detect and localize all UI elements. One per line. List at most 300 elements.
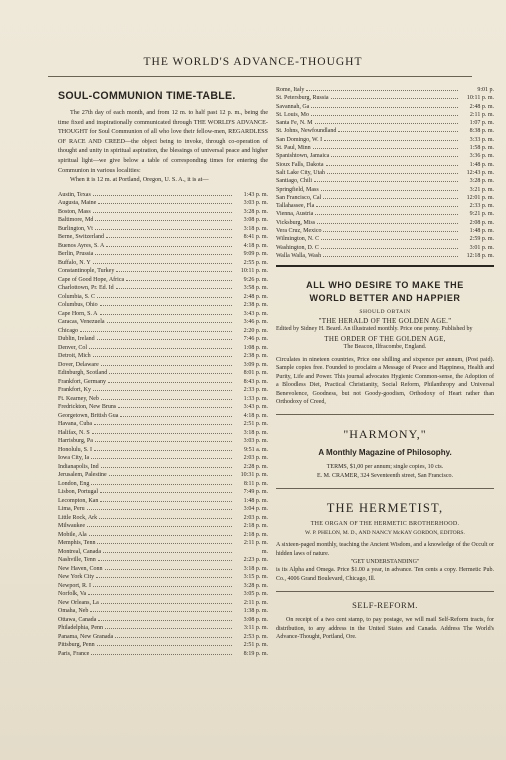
city-name: Edinburgh, Scotland [58,370,108,377]
local-time: 2:11 p. m. [469,111,494,118]
left-column [58,86,268,658]
time-table-row [58,522,268,531]
city-name: San Domingo, W. I [276,136,323,143]
time-table-row [276,235,494,243]
local-time: 8:01 p. m. [243,370,268,377]
local-time: 9:51 a. m. [244,446,268,453]
local-time: 3:28 p. m. [243,208,268,215]
dot-leader [116,288,232,289]
local-time: 3:01 p. m. [469,244,494,251]
header-rule [48,76,472,77]
dot-leader [321,190,458,191]
time-table-row [276,169,494,177]
city-name: Chicago [58,327,78,334]
local-time: 3:28 p. m. [243,582,268,589]
dot-leader [97,297,232,298]
local-time: 1:38 p. m. [243,608,268,615]
time-table-row [58,335,268,344]
dot-leader [93,195,232,196]
local-time: 2:03 p. m. [243,514,268,521]
harmony-publisher: E. M. CRAMER, 324 Seventeenth street, San Francisco. [317,472,453,479]
time-table-row [58,352,268,361]
right-column [276,86,494,641]
time-table-row [58,369,268,378]
city-name: Havana, Cuba [58,421,92,428]
city-name: Berlin, Prussia [58,251,94,258]
local-time: 3:28 p. m. [469,178,494,185]
city-name: Cape of Good Hope, Africa [58,276,125,283]
dot-leader [106,246,232,247]
dot-leader [311,115,458,116]
city-name: Nashville, Tenn [58,557,96,564]
local-time: 12:01 p. m. [466,194,494,201]
time-table-row [58,488,268,497]
city-name: Norfolk, Va [58,591,87,598]
time-table-row [58,259,268,268]
dot-leader [97,543,232,544]
time-table-row [276,194,494,202]
page-header: THE WORLD'S ADVANCE-THOUGHT [143,56,363,68]
time-table-row [58,471,268,480]
city-name: Sioux Falls, Dakota [276,161,324,168]
city-name: Savannah, Ga [276,103,310,110]
dot-leader [100,492,232,493]
time-table-row [58,565,268,574]
local-time: 2:08 p. m. [469,219,494,226]
city-name: Lima, Peru [58,506,85,513]
dot-leader [109,373,232,374]
local-time: 1:48 p. m. [469,228,494,235]
time-table-row [276,127,494,135]
time-table-row [276,136,494,144]
dot-leader [101,365,232,366]
dot-leader [120,416,232,417]
time-table-row [58,624,268,633]
city-name: Ft. Kearney, Neb [58,395,99,402]
city-name: Denver, Col [58,344,88,351]
local-time: 3:18 p. m. [243,429,268,436]
local-time: 2:38 p. m. [243,353,268,360]
time-table-row [58,395,268,404]
dot-leader [93,586,232,587]
city-name: Paris, France [58,650,90,657]
time-table-row [58,590,268,599]
dot-leader [315,123,459,124]
dot-leader [321,248,458,249]
dot-leader [115,637,232,638]
dot-leader [126,280,232,281]
local-time: 9:09 p. m. [243,251,268,258]
dot-leader [98,203,232,204]
dot-leader [99,518,232,519]
city-name: Wilmington, N. C [276,236,320,243]
time-table-row [58,463,268,472]
dot-leader [109,475,232,476]
dot-leader [91,484,232,485]
city-name: Vienna, Austria [276,211,314,218]
local-time: 3:09 p. m. [243,361,268,368]
city-name: Detroit, Mich [58,353,91,360]
local-time: 9:21 p. m. [469,211,494,218]
time-table-row [58,250,268,259]
city-name: Little Rock, Ark [58,514,98,521]
dot-leader [311,107,458,108]
city-name: Jerusalem, Palestine [58,472,107,479]
time-table-row [58,386,268,395]
local-time: 1:43 p. m. [243,191,268,198]
time-table-row [276,152,494,160]
self-reform-body: On receipt of a two cent stamp, to pay postage, we will mail Self-Reform tracts, for distribution, to any address in the United States and Canada. Address The World's Advance-Thought, Portland, Ore. [276,617,494,640]
local-time: 2:03 p. m. [243,455,268,462]
harmony-subtitle: A Monthly Magazine of Philosophy. [318,448,452,458]
dot-leader [106,237,232,238]
intro-portland: When it is 12 m. at Portland, Oregon, U. S. A., it is at— [70,176,209,184]
harmony-advertisement [276,415,494,480]
city-name: Buenos Ayres, S. A [58,242,105,249]
dot-leader [105,569,233,570]
city-name: St. Paul, Minn [276,145,311,152]
dot-leader [101,467,232,468]
dot-leader [88,594,232,595]
dot-leader [118,407,232,408]
dot-leader [323,231,458,232]
local-time: 2:33 p. m. [469,203,494,210]
city-name: Rome, Italy [276,87,305,93]
dot-leader [313,148,458,149]
time-table-row [58,497,268,506]
time-table-row [58,361,268,370]
local-time: 3:11 p. m. [243,625,268,632]
time-table-row [58,437,268,446]
local-time: 1:08 p. m. [243,344,268,351]
herald-obtain: SHOULD OBTAIN [359,309,411,316]
dot-leader [96,577,232,578]
local-time: 12:43 p. m. [466,169,494,176]
city-name: Santa Fe, N. M [276,120,313,127]
dot-leader [95,229,232,230]
harmony-title: "HARMONY," [343,427,427,442]
dot-leader [90,611,232,612]
dot-leader [103,552,232,553]
local-time: 12:18 p. m. [466,252,494,259]
time-table-row [276,210,494,218]
time-table-row [58,599,268,608]
city-name: Baltimore, Md [58,217,94,224]
local-time: 2:18 p. m. [243,523,268,530]
local-time: 2:51 p. m. [243,421,268,428]
city-name: Tallahassee, Fla [276,203,315,210]
dot-leader [315,214,458,215]
time-table-row [276,177,494,185]
time-table-row [58,480,268,489]
dot-leader [97,645,232,646]
city-name: Mobile, Ala [58,531,87,538]
local-time: 3:58 p. m. [243,285,268,292]
time-table-row [276,202,494,210]
city-name: Springfield, Mass [276,186,319,193]
local-time: 2:28 p. m. [243,463,268,470]
local-time: 3:08 p. m. [243,217,268,224]
local-time: 4:18 p. m. [243,412,268,419]
local-time: 2:38 p. m. [243,302,268,309]
intro-paragraph: The 27th day of each month, and from 12 m. to half past 12 p. m., being the time fixed and inspirationally communicated through THE WORLD'S ADVANCE-THOUGHT for Soul Communion of all who love their fellow-men, REGARDLESS OF RACE AND CREED—the object being to invoke, through co-operation of thought and unity in spiritual aspiration, the blessings of universal peace and higher spiritual light—we give below a table of corresponding times for entering the Communion in various localities: [58,109,268,174]
hermetist-title: THE HERMETIST, [326,501,444,516]
self-reform-title: SELF-REFORM. [352,600,418,611]
time-table-title: SOUL-COMMUNION TIME-TABLE. [58,90,236,102]
local-time: m. [261,548,268,555]
dot-leader [91,654,232,655]
dot-leader [93,356,232,357]
local-time: 3:15 p. m. [243,574,268,581]
dot-leader [89,535,232,536]
city-name: Georgetown, British Gua [58,412,119,419]
dot-leader [80,331,232,332]
local-time: 1:07 p. m. [469,120,494,127]
dot-leader [92,433,232,434]
dot-leader [100,314,233,315]
dot-leader [323,256,458,257]
dot-leader [116,271,232,272]
time-table-row [58,318,268,327]
city-name: New Haven, Conn [58,565,103,572]
local-time: 2:48 p. m. [469,103,494,110]
local-time: 2:59 p. m. [469,236,494,243]
local-time: 4:18 p. m. [243,242,268,249]
local-time: 9:01 p. [477,87,494,93]
city-name: Washington, D. C [276,244,319,251]
time-table-row [58,429,268,438]
city-name: Panama, New Granada [58,633,114,640]
local-time: 10:11 p. m. [240,268,268,275]
city-name: Frankfort, Ky [58,387,91,394]
time-table-row [58,531,268,540]
time-table-row [58,607,268,616]
local-time: 1:48 p. m. [469,161,494,168]
city-name: Milwaukee [58,523,85,530]
time-table-row [58,191,268,200]
time-table-row [58,539,268,548]
dot-leader [100,501,232,502]
time-table-row [276,111,494,119]
local-time: 8:38 p. m. [469,128,494,135]
local-time: 8:41 p. m. [243,234,268,241]
city-name: Ottawa, Canada [58,616,97,623]
city-name: Philadelphia, Penn [58,625,103,632]
time-table-row [58,412,268,421]
time-table-right [276,86,494,260]
local-time: 2:53 p. m. [243,633,268,640]
herald-name: "THE HERALD OF THE GOLDEN AGE." [318,317,452,326]
time-table-row [58,208,268,217]
dot-leader [101,399,232,400]
time-table-row [276,86,494,94]
hermetist-organ: THE ORGAN OF THE HERMETIC BROTHERHOOD. [310,521,460,528]
city-name: St. Petersburg, Russia [276,95,329,102]
dot-leader [98,560,232,561]
dot-leader [108,382,232,383]
city-name: Columbia, S. C [58,293,96,300]
time-table-row [276,252,494,260]
local-time: 3:05 p. m. [243,591,268,598]
hermetist-motto: "GET UNDERSTANDING" [350,558,420,565]
time-table-row [58,548,268,557]
time-table-row [58,505,268,514]
time-table-row [58,276,268,285]
city-name: Omaha, Neb [58,608,89,615]
time-table-row [276,244,494,252]
local-time: 3:03 p. m. [243,438,268,445]
local-time: 7:46 p. m. [243,336,268,343]
local-time: 2:11 p. m. [243,540,268,547]
city-name: New York City [58,574,95,581]
time-table-row [276,161,494,169]
city-name: Spanishtown, Jamaica [276,153,330,160]
local-time: 2:51 p. m. [243,642,268,649]
city-name: Cape Horn, S. A [58,310,98,317]
city-name: Newport, R. I [58,582,91,589]
time-table-row [58,616,268,625]
dot-leader [87,526,232,527]
city-name: Frankfort, Germany [58,378,106,385]
city-name: St. Louis, Mo [276,111,310,118]
time-table-row [58,344,268,353]
dot-leader [100,305,232,306]
dot-leader [327,173,458,174]
dot-leader [97,339,232,340]
time-table-row [276,144,494,152]
dot-leader [105,628,232,629]
time-table-row [276,227,494,235]
city-name: Buffalo, N. Y [58,259,91,266]
time-table-row [58,199,268,208]
time-table-row [58,378,268,387]
city-name: Caracas, Venezuela [58,319,105,326]
dot-leader [317,223,458,224]
herald-address: The Beacon, Ilfracombe, England. [343,343,427,350]
local-time: 3:43 p. m. [243,310,268,317]
herald-heading-2: WORLD BETTER AND HAPPIER [309,293,461,304]
city-name: St. Johns, Newfoundland [276,128,337,135]
city-name: Walla Walla, Wash [276,252,322,259]
dot-leader [95,220,232,221]
dot-leader [95,254,232,255]
city-name: Dublin, Ireland [58,336,95,343]
local-time: 3:33 p. m. [469,136,494,143]
time-table-row [58,556,268,565]
time-table-row [276,119,494,127]
dot-leader [331,98,458,99]
city-name: Berne, Switzerland [58,234,104,241]
city-name: Montreal, Canada [58,548,101,555]
harmony-terms: TERMS, $1,00 per annum; single copies, 10 cts. [326,464,444,471]
local-time: 3:43 p. m. [243,404,268,411]
city-name: New Orleans, La [58,599,99,606]
local-time: 3:18 p. m. [243,565,268,572]
city-name: Burlington, Vt [58,225,93,232]
city-name: Honolulu, S. I [58,446,93,453]
time-table-row [58,514,268,523]
local-time: 3:46 p. m. [243,319,268,326]
local-time: 8:43 p. m. [243,378,268,385]
city-name: Columbus, Ohio [58,302,98,309]
local-time: 2:23 p. m. [243,557,268,564]
local-time: 8:19 p. m. [243,650,268,657]
local-time: 1:58 p. m. [469,145,494,152]
city-name: Vicksburg, Miss [276,219,316,226]
dot-leader [338,131,458,132]
time-table-row [58,650,268,659]
city-name: Santiago, Chili [276,178,312,185]
city-name: Fredrickton, New Bruns [58,404,117,411]
time-table-row [58,284,268,293]
local-time: 3:08 p. m. [243,616,268,623]
local-time: 1:48 p. m. [243,497,268,504]
time-table-row [58,454,268,463]
city-name: Charlottown, Pr. Ed. Id [58,285,114,292]
herald-order: THE ORDER OF THE GOLDEN AGE, [324,334,446,343]
time-table-row [58,216,268,225]
time-table-row [58,267,268,276]
dot-leader [316,206,458,207]
city-name: San Francisco, Cal [276,194,322,201]
time-table-row [276,103,494,111]
time-table-row [58,633,268,642]
hermetist-editors: W. P. PHELON, M. D., AND NANCY McKAY GORDON, EDITORS. [305,529,465,536]
dot-leader [89,348,232,349]
dot-leader [321,239,458,240]
time-table-left [58,191,268,659]
time-table-row [58,573,268,582]
city-name: Lisbon, Portugal [58,489,98,496]
time-table-row [58,233,268,242]
local-time: 1:33 p. m. [243,395,268,402]
dot-leader [95,441,232,442]
herald-body: Circulates in nineteen countries, Price one shilling and sixpence per annum, (Post paid). Sample copies free. Founded to proclaim a Message of Peace and Happiness, Health and Purity, Life and Power. This journal advocates Hygienic Common-sense, the Adoption of a Bloodless Diet, Practical Christianity, Social Reform, Philanthropy and Universal Benevolence, Goodness, but not Goody-goodism, Orthodoxy of Heart rather than Orthodoxy of Creed, [276,357,494,406]
city-name: Pittsburg, Penn [58,642,95,649]
time-table-row [58,301,268,310]
time-table-row [58,403,268,412]
local-time: 3:36 p. m. [469,153,494,160]
dot-leader [331,156,458,157]
city-name: Harrisburg, Pa [58,438,93,445]
local-time: 7:49 p. m. [243,489,268,496]
time-table-intro [58,108,268,185]
time-table-row [58,582,268,591]
city-name: Salt Lake City, Utah [276,169,325,176]
local-time: 2:33 p. m. [243,387,268,394]
local-time: 9:26 p. m. [243,276,268,283]
local-time: 8:11 p. m. [243,480,268,487]
local-time: 10:11 p. m. [466,95,494,102]
dot-leader [323,198,458,199]
dot-leader [91,458,232,459]
local-time: 3:03 p. m. [243,200,268,207]
dot-leader [93,212,232,213]
city-name: Augusta, Maine [58,200,97,207]
dot-leader [101,603,232,604]
time-table-row [58,293,268,302]
dot-leader [306,90,458,91]
time-table-row [276,219,494,227]
herald-advertisement [276,267,494,406]
city-name: Indianapolis, Ind [58,463,99,470]
dot-leader [94,450,232,451]
city-name: Austin, Texas [58,191,91,198]
hermetist-advertisement [276,489,494,583]
local-time: 2:55 p. m. [243,259,268,266]
local-time: 2:18 p. m. [243,531,268,538]
local-time: 2:20 p. m. [243,327,268,334]
